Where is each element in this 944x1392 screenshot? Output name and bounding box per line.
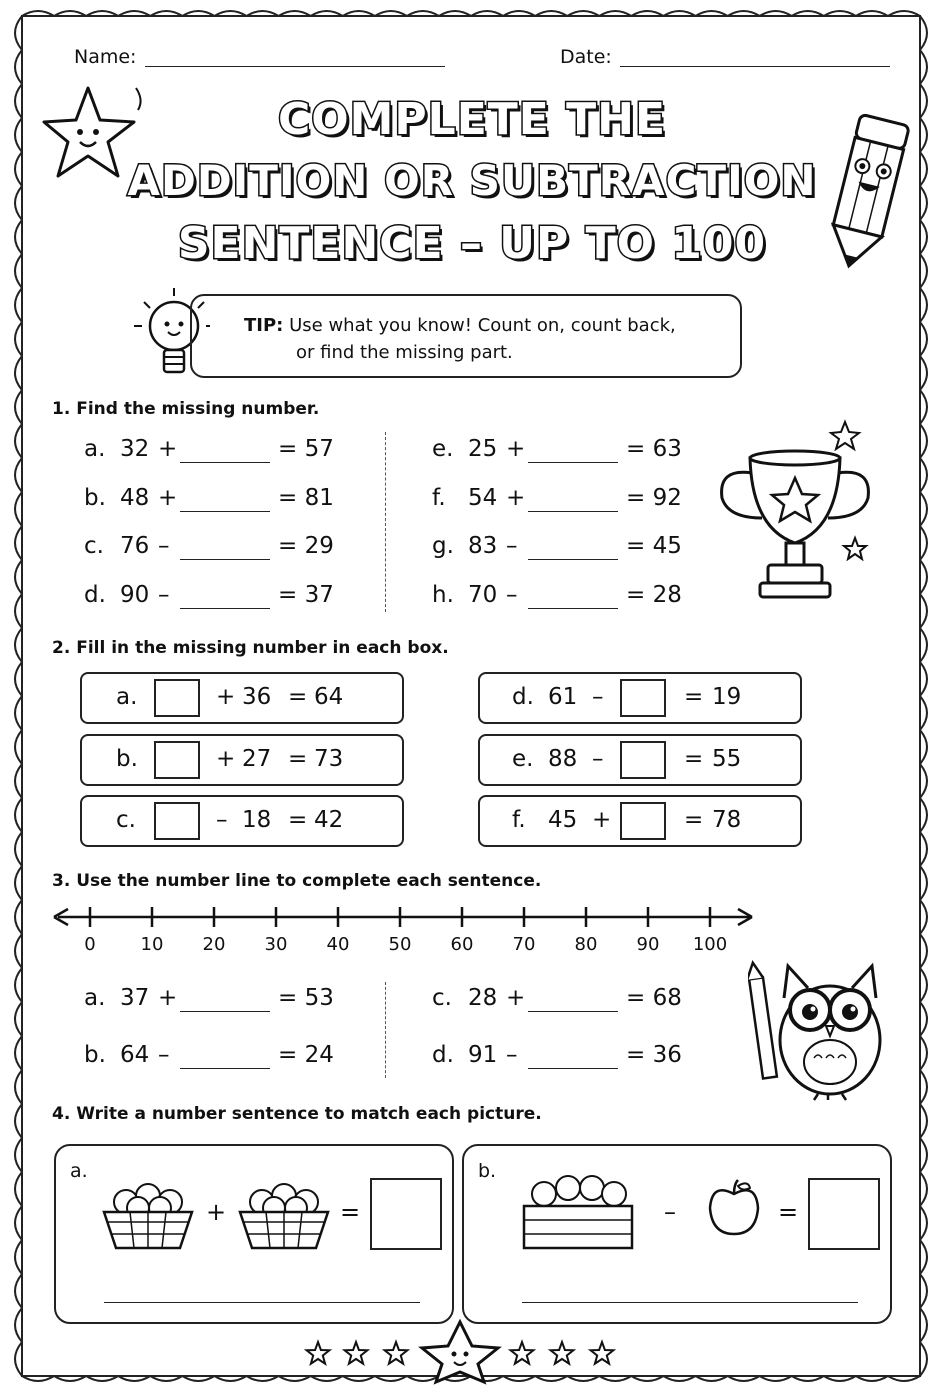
section-4-heading: 4. Write a number sentence to match each picture. — [52, 1104, 542, 1124]
answer-box[interactable] — [620, 679, 666, 717]
picture-a-equals: = — [340, 1198, 361, 1226]
s3-left-problem — [84, 1042, 384, 1074]
border-scallop — [920, 662, 927, 696]
small-star-icon — [591, 1342, 614, 1364]
problem-operator: – — [592, 684, 604, 710]
title-line-1: COMPLETE THE — [277, 94, 667, 145]
problem-first-number: 48 — [120, 484, 150, 511]
picture-a-label: a. — [70, 1160, 88, 1182]
box-problem-a — [80, 672, 404, 724]
border-scallop — [15, 1172, 22, 1206]
border-scallop — [920, 560, 927, 594]
apple-icon — [704, 1176, 764, 1242]
border-scallop — [920, 866, 927, 900]
apple-basket-icon — [100, 1166, 196, 1256]
answer-blank[interactable] — [528, 559, 618, 560]
problem-operator: – — [592, 745, 604, 772]
section-3-heading: 3. Use the number line to complete each sentence. — [52, 871, 542, 891]
problem-operator: – — [216, 807, 228, 833]
border-scallop — [15, 560, 22, 594]
problem-equals: = — [288, 745, 308, 772]
answer-blank[interactable] — [180, 559, 270, 560]
border-scallop — [920, 594, 927, 628]
date-field[interactable] — [620, 66, 890, 67]
problem-result: = 29 — [278, 533, 334, 559]
problem-operator: – — [506, 1042, 518, 1068]
border-scallop — [15, 934, 22, 968]
border-scallop — [920, 764, 927, 798]
answer-blank[interactable] — [180, 511, 270, 512]
s3-left-problem — [84, 985, 384, 1017]
answer-box[interactable] — [620, 802, 666, 840]
s1-left-problem — [84, 436, 384, 468]
border-scallop — [920, 424, 927, 458]
s1-right-problem — [432, 485, 732, 517]
border-scallop — [15, 288, 22, 322]
problem-result: 42 — [314, 807, 344, 833]
border-scallop — [920, 492, 927, 526]
problem-first-number: 32 — [120, 436, 150, 462]
border-scallop — [15, 424, 22, 458]
problem-result: = 24 — [278, 1042, 334, 1068]
problem-label: h. — [432, 581, 454, 608]
small-star-icon — [307, 1342, 330, 1364]
s1-right-problem — [432, 582, 732, 614]
problem-first-number: 25 — [468, 436, 498, 462]
problem-equals: = — [684, 684, 704, 710]
problem-label: f. — [432, 484, 446, 511]
picture-a-sentence-line[interactable] — [104, 1302, 420, 1303]
apple-crate-icon — [520, 1166, 636, 1252]
problem-label: d. — [432, 1042, 454, 1068]
problem-label: d. — [512, 684, 534, 710]
s1-right-problem — [432, 533, 732, 565]
tip-text — [244, 312, 676, 366]
tip-line-2: or find the missing part. — [296, 342, 513, 363]
border-scallop — [920, 1308, 927, 1342]
answer-box[interactable] — [620, 741, 666, 779]
problem-operator: + — [216, 745, 236, 772]
box-problem-e — [478, 734, 802, 786]
apple-basket-icon — [236, 1166, 332, 1256]
problem-result: 73 — [314, 745, 344, 772]
border-scallop — [920, 288, 927, 322]
border-scallop — [920, 1274, 927, 1308]
problem-operator: + — [506, 484, 526, 511]
border-scallop — [920, 730, 927, 764]
problem-equals: = — [684, 807, 704, 833]
small-star-icon — [345, 1342, 368, 1364]
problem-result: 55 — [712, 745, 742, 772]
border-scallop — [920, 832, 927, 866]
title-line-2: ADDITION OR SUBTRACTION — [127, 156, 817, 205]
problem-operator: + — [216, 684, 236, 710]
border-scallop — [920, 1138, 927, 1172]
s3-right-problem — [432, 985, 732, 1017]
border-scallop — [920, 968, 927, 1002]
problem-operator: – — [158, 533, 170, 559]
problem-operator: – — [506, 533, 518, 559]
problem-operator: + — [592, 807, 612, 833]
s1-left-problem — [84, 533, 384, 565]
border-scallop — [15, 1036, 22, 1070]
picture-a-answer-box[interactable] — [370, 1178, 442, 1250]
s1-right-problem — [432, 436, 732, 468]
border-scallop — [920, 934, 927, 968]
box-problem-c — [80, 795, 404, 847]
problem-operator: + — [506, 985, 526, 1011]
date-label: Date: — [560, 46, 612, 68]
problem-first-number: 91 — [468, 1042, 498, 1068]
problem-label: g. — [432, 533, 454, 559]
border-scallop — [15, 594, 22, 628]
problem-label: b. — [116, 745, 138, 772]
problem-equals: = — [288, 684, 308, 710]
border-scallop — [15, 50, 22, 84]
number-line-tick-label: 100 — [692, 934, 728, 955]
border-scallop — [15, 1308, 22, 1342]
answer-blank[interactable] — [180, 608, 270, 609]
bottom-stars-decoration — [290, 1316, 650, 1386]
problem-result: = 68 — [626, 985, 682, 1011]
problem-label: d. — [84, 581, 106, 608]
border-scallop — [920, 696, 927, 730]
problem-label: c. — [116, 807, 136, 833]
problem-label: a. — [84, 985, 106, 1011]
s1-left-problem — [84, 485, 384, 517]
picture-b-label: b. — [478, 1160, 497, 1182]
problem-operator: + — [158, 985, 178, 1011]
number-line-tick-label: 10 — [140, 934, 164, 955]
problem-result: 64 — [314, 684, 344, 710]
border-scallop — [15, 390, 22, 424]
border-scallop — [15, 696, 22, 730]
problem-result: = 81 — [278, 484, 334, 511]
problem-operator: – — [158, 581, 170, 608]
problem-label: c. — [432, 985, 452, 1011]
border-scallop — [15, 628, 22, 662]
problem-result: 78 — [712, 807, 742, 833]
problem-result: = 57 — [278, 436, 334, 462]
problem-label: b. — [84, 484, 106, 511]
number-line-tick-label: 70 — [512, 934, 536, 955]
answer-box[interactable] — [154, 802, 200, 840]
section-2-heading: 2. Fill in the missing number in each box. — [52, 638, 449, 658]
border-scallop — [920, 1070, 927, 1104]
problem-result: 19 — [712, 684, 742, 710]
answer-blank[interactable] — [528, 1011, 618, 1012]
border-scallop — [920, 1002, 927, 1036]
border-scallop — [15, 832, 22, 866]
border-scallop — [920, 1172, 927, 1206]
border-scallop — [920, 900, 927, 934]
picture-b-answer-box[interactable] — [808, 1178, 880, 1250]
problem-operator: + — [506, 436, 526, 462]
section-1-heading: 1. Find the missing number. — [52, 399, 320, 419]
border-scallop — [15, 1206, 22, 1240]
problem-label: e. — [512, 745, 534, 772]
border-scallop — [15, 1240, 22, 1274]
border-scallop — [920, 526, 927, 560]
border-scallop — [920, 1240, 927, 1274]
problem-label: b. — [84, 1042, 106, 1068]
problem-result: = 92 — [626, 484, 682, 511]
problem-result: = 36 — [626, 1042, 682, 1068]
border-scallop — [15, 526, 22, 560]
answer-blank[interactable] — [528, 511, 618, 512]
border-scallop — [920, 1206, 927, 1240]
border-scallop — [920, 50, 927, 84]
picture-b-operator: – — [664, 1198, 676, 1226]
border-scallop — [920, 356, 927, 390]
problem-label: e. — [432, 436, 454, 462]
problem-first-number: 54 — [468, 484, 498, 511]
name-field[interactable] — [145, 66, 445, 67]
problem-second-number: 36 — [242, 684, 272, 710]
answer-box[interactable] — [154, 679, 200, 717]
problem-equals: = — [288, 807, 308, 833]
problem-first-number: 37 — [120, 985, 150, 1011]
answer-blank[interactable] — [528, 608, 618, 609]
section-3-divider — [385, 982, 386, 1078]
number-line-tick-label: 80 — [574, 934, 598, 955]
number-line-tick-label: 40 — [326, 934, 350, 955]
s3-right-problem — [432, 1042, 732, 1074]
number-line-tick-label: 0 — [84, 934, 96, 955]
problem-first-number: 64 — [120, 1042, 150, 1068]
tip-line-1: Use what you know! Count on, count back, — [289, 315, 676, 336]
owl-icon — [748, 958, 898, 1103]
border-scallop — [15, 322, 22, 356]
problem-label: f. — [512, 807, 526, 833]
border-scallop — [920, 1342, 927, 1376]
problem-second-number: 27 — [242, 745, 272, 772]
border-scallop — [920, 798, 927, 832]
problem-first-number: 70 — [468, 581, 498, 608]
picture-box-a — [54, 1144, 454, 1324]
section-1-divider — [385, 432, 386, 612]
problem-result: = 28 — [626, 581, 682, 608]
problem-operator: + — [158, 436, 178, 462]
picture-a-operator: + — [206, 1198, 227, 1226]
problem-label: a. — [84, 436, 106, 462]
problem-result: = 37 — [278, 581, 334, 608]
problem-first-number: 83 — [468, 533, 498, 559]
answer-box[interactable] — [154, 741, 200, 779]
problem-first-number: 28 — [468, 985, 498, 1011]
problem-result: = 63 — [626, 436, 682, 462]
picture-b-sentence-line[interactable] — [522, 1302, 858, 1303]
trophy-icon — [710, 418, 880, 608]
problem-first-number: 45 — [548, 807, 578, 833]
answer-blank[interactable] — [528, 462, 618, 463]
border-scallop — [920, 390, 927, 424]
border-scallop — [15, 1138, 22, 1172]
border-scallop — [15, 866, 22, 900]
number-line-tick-label: 60 — [450, 934, 474, 955]
number-line-tick-label: 50 — [388, 934, 412, 955]
border-scallop — [920, 1036, 927, 1070]
problem-label: a. — [116, 684, 138, 710]
answer-blank[interactable] — [180, 462, 270, 463]
problem-result: = 53 — [278, 985, 334, 1011]
border-scallop — [15, 356, 22, 390]
border-scallop — [920, 16, 927, 50]
border-scallop — [15, 730, 22, 764]
answer-blank[interactable] — [528, 1068, 618, 1069]
tip-label: TIP: — [244, 315, 284, 336]
border-scallop — [15, 900, 22, 934]
title-line-3: SENTENCE – UP TO 100 — [177, 218, 767, 269]
small-star-icon — [551, 1342, 574, 1364]
picture-b-equals: = — [778, 1198, 799, 1226]
border-scallop — [920, 628, 927, 662]
border-scallop — [15, 1002, 22, 1036]
answer-blank[interactable] — [180, 1011, 270, 1012]
small-star-icon — [385, 1342, 408, 1364]
problem-first-number: 76 — [120, 533, 150, 559]
border-scallop — [920, 458, 927, 492]
border-scallop — [15, 968, 22, 1002]
problem-equals: = — [684, 745, 704, 772]
problem-second-number: 18 — [242, 807, 272, 833]
border-scallop — [920, 1104, 927, 1138]
problem-first-number: 90 — [120, 581, 150, 608]
picture-box-b — [462, 1144, 892, 1324]
problem-operator: + — [158, 484, 178, 511]
number-line-tick-label: 30 — [264, 934, 288, 955]
number-line-tick-label: 20 — [202, 934, 226, 955]
border-scallop — [15, 1274, 22, 1308]
border-scallop — [15, 16, 22, 50]
s1-left-problem — [84, 582, 384, 614]
problem-first-number: 61 — [548, 684, 578, 710]
small-star-icon — [511, 1342, 534, 1364]
box-problem-b — [80, 734, 404, 786]
border-scallop — [15, 1342, 22, 1376]
answer-blank[interactable] — [180, 1068, 270, 1069]
border-scallop — [15, 1104, 22, 1138]
border-scallop — [15, 458, 22, 492]
problem-first-number: 88 — [548, 745, 578, 772]
border-scallop — [15, 492, 22, 526]
border-scallop — [15, 764, 22, 798]
problem-operator: – — [158, 1042, 170, 1068]
box-problem-d — [478, 672, 802, 724]
border-scallop — [920, 322, 927, 356]
border-scallop — [15, 662, 22, 696]
number-line-tick-label: 90 — [636, 934, 660, 955]
name-label: Name: — [74, 46, 137, 68]
border-scallop — [15, 1070, 22, 1104]
border-scallop — [15, 798, 22, 832]
problem-label: c. — [84, 533, 104, 559]
problem-result: = 45 — [626, 533, 682, 559]
problem-operator: – — [506, 581, 518, 608]
box-problem-f — [478, 795, 802, 847]
